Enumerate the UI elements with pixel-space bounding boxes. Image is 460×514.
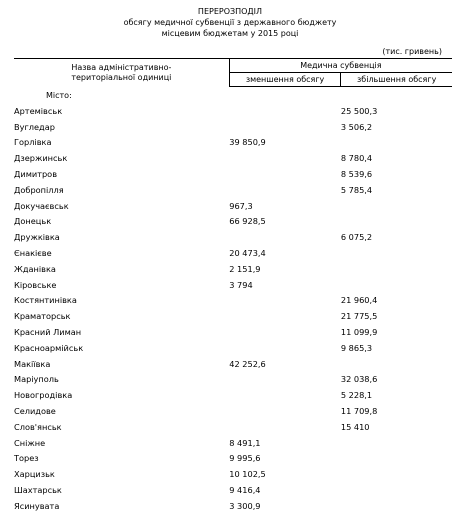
header-increase: збільшення обсягу <box>341 73 452 87</box>
row-decrease: 3 794 <box>229 279 253 290</box>
row-decrease <box>229 166 341 182</box>
row-city: Горлівка <box>14 137 52 148</box>
row-decrease: 2 151,9 <box>229 263 261 274</box>
table-row <box>14 261 452 277</box>
table-row <box>14 419 452 435</box>
table-row <box>14 214 452 230</box>
table-row <box>14 245 452 261</box>
header-decrease: зменшення обсягу <box>229 73 341 87</box>
row-increase <box>341 482 452 498</box>
table-row <box>14 103 452 119</box>
row-decrease <box>229 419 341 435</box>
row-decrease: 66 928,5 <box>229 216 266 227</box>
row-city: Харцизьк <box>14 469 55 480</box>
doc-title: ПЕРЕРОЗПОДІЛ <box>197 7 263 16</box>
table-row <box>14 229 452 245</box>
row-increase: 3 506,2 <box>340 121 373 132</box>
table-row <box>14 182 452 198</box>
table-row <box>14 119 452 135</box>
row-decrease <box>229 150 341 166</box>
table-row <box>14 293 452 309</box>
row-city: Вугледар <box>14 121 55 132</box>
row-increase <box>341 135 452 151</box>
row-decrease: 10 102,5 <box>229 469 266 480</box>
row-increase: 8 780,4 <box>340 153 373 164</box>
row-decrease: 967,3 <box>229 200 253 211</box>
table-row <box>14 403 452 419</box>
table-row <box>14 498 452 514</box>
row-decrease <box>229 308 341 324</box>
table-row <box>14 135 452 151</box>
row-city: Макіївка <box>14 358 51 369</box>
table-row <box>14 466 452 482</box>
table-row <box>14 482 452 498</box>
row-increase: 5 785,4 <box>340 184 373 195</box>
row-decrease <box>229 293 341 309</box>
table-row <box>14 198 452 214</box>
row-city: Новогродівка <box>14 390 73 401</box>
row-increase: 9 865,3 <box>340 342 373 353</box>
row-decrease <box>229 340 341 356</box>
row-city: Маріуполь <box>14 374 59 385</box>
doc-subtitle-line1: обсягу медичної субвенції з державного бюджету <box>123 18 337 27</box>
row-increase: 8 539,6 <box>340 169 373 180</box>
row-increase: 21 960,4 <box>340 295 378 306</box>
row-city: Ясинувата <box>14 500 60 511</box>
row-decrease <box>229 324 341 340</box>
row-decrease: 9 416,4 <box>229 485 261 496</box>
section-label: Місто: <box>46 90 72 100</box>
row-increase: 32 038,6 <box>340 374 378 385</box>
row-city: Сніжне <box>14 437 46 448</box>
table-row <box>14 387 452 403</box>
row-increase: 21 775,5 <box>340 311 378 322</box>
table-row <box>14 435 452 451</box>
row-city: Красноармійськ <box>14 342 84 353</box>
table-row <box>14 166 452 182</box>
row-increase <box>341 277 452 293</box>
row-decrease <box>229 182 341 198</box>
table-row <box>14 150 452 166</box>
row-decrease: 8 491,1 <box>229 437 261 448</box>
row-increase <box>341 498 452 514</box>
section-row <box>14 87 452 104</box>
header-name-line2: територіальної одиниці <box>71 72 172 82</box>
row-city: Костянтинівка <box>14 295 77 306</box>
row-decrease: 39 850,9 <box>229 137 266 148</box>
row-city: Димитров <box>14 169 58 180</box>
row-city: Артемівськ <box>14 105 63 116</box>
row-increase: 11 709,8 <box>340 406 378 417</box>
row-decrease: 20 473,4 <box>229 248 266 259</box>
row-increase <box>341 214 452 230</box>
row-increase <box>341 198 452 214</box>
row-city: Єнакієве <box>14 248 52 259</box>
row-city: Шахтарськ <box>14 485 62 496</box>
row-increase: 6 075,2 <box>340 232 373 243</box>
unit-label: (тис. гривень) <box>382 47 442 56</box>
row-city: Слов'янськ <box>14 421 62 432</box>
header-group: Медична субвенція <box>229 59 452 73</box>
row-city: Жданівка <box>14 263 56 274</box>
row-decrease: 9 995,6 <box>229 453 261 464</box>
row-decrease: 3 300,9 <box>229 500 261 511</box>
row-increase: 25 500,3 <box>340 105 378 116</box>
subvention-table <box>14 58 452 514</box>
row-decrease <box>229 119 341 135</box>
table-body <box>14 87 452 514</box>
table-row <box>14 372 452 388</box>
row-city: Дзержинськ <box>14 153 68 164</box>
row-city: Краматорськ <box>14 311 71 322</box>
row-decrease: 42 252,6 <box>229 358 266 369</box>
row-city: Добропілля <box>14 184 64 195</box>
row-city: Донецьк <box>14 216 52 227</box>
row-city: Дружківка <box>14 232 60 243</box>
row-city: Докучаєвськ <box>14 200 69 211</box>
row-city: Торез <box>14 453 39 464</box>
table-row <box>14 451 452 467</box>
header-name-line1: Назва адміністративно- <box>71 62 172 72</box>
row-city: Красний Лиман <box>14 327 82 338</box>
table-row <box>14 356 452 372</box>
doc-subtitle-line2: місцевим бюджетам у 2015 році <box>161 29 299 38</box>
row-increase: 11 099,9 <box>340 327 378 338</box>
table-row <box>14 308 452 324</box>
row-increase <box>341 245 452 261</box>
table-row <box>14 277 452 293</box>
table-row <box>14 340 452 356</box>
row-increase <box>341 435 452 451</box>
row-increase <box>341 261 452 277</box>
row-increase: 5 228,1 <box>340 390 373 401</box>
row-decrease <box>229 403 341 419</box>
row-increase <box>341 466 452 482</box>
row-city: Кіровське <box>14 279 57 290</box>
row-city: Селидове <box>14 406 56 417</box>
row-decrease <box>229 229 341 245</box>
table-row <box>14 324 452 340</box>
row-increase <box>341 451 452 467</box>
row-decrease <box>229 387 341 403</box>
row-increase: 15 410 <box>340 421 370 432</box>
header-name <box>14 59 229 87</box>
row-decrease <box>229 103 341 119</box>
row-increase <box>341 356 452 372</box>
row-decrease <box>229 372 341 388</box>
